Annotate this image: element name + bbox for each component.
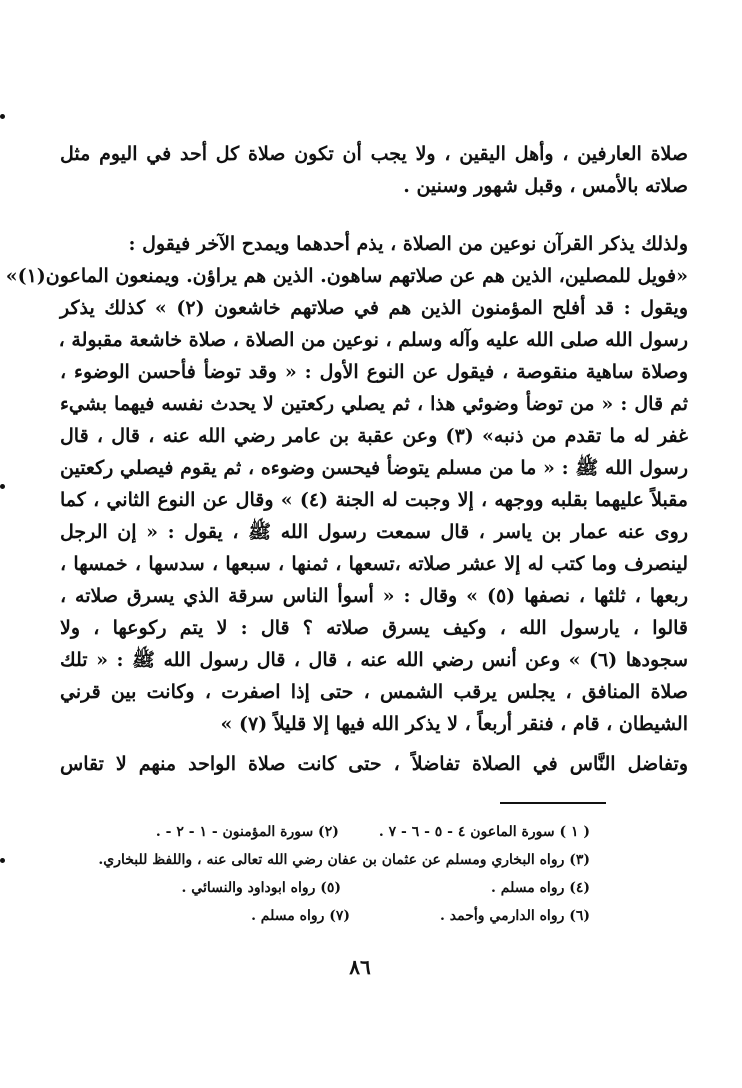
text-line: سجودها (٦) » وعن أنس رضي الله عنه ، قال ، قال رسول الله ﷺ : « تلك xyxy=(60,649,689,671)
paragraph-1 xyxy=(60,138,688,202)
footnote: ( ١ ) سورة الماعون ٤ - ٥ - ٦ - ٧ . xyxy=(378,824,590,840)
footnote: (٣) رواه البخاري ومسلم عن عثمان بن عفان رضي الله تعالى عنه ، واللفظ للبخاري. xyxy=(98,852,590,868)
text-line: روى عنه عمار بن ياسر ، قال سمعت رسول الله ﷺ ، يقول : « إن الرجل xyxy=(60,521,688,543)
text-line: وتفاضل النَّاس في الصلاة تفاضلاً ، حتى كانت صلاة الواحد منهم لا تقاس xyxy=(60,753,688,775)
text-line: مقبلاً عليهما بقلبه ووجهه ، إلا وجبت له الجنة (٤) » وقال عن النوع الثاني ، كما xyxy=(60,489,688,511)
text-line: ويقول : قد أفلح المؤمنون الذين هم في صلاتهم خاشعون (٢) » كذلك يذكر xyxy=(60,297,688,319)
footnote: (٤) رواه مسلم . xyxy=(491,880,590,896)
text-line: صلاة العارفين ، وأهل اليقين ، ولا يجب أن تكون صلاة كل أحد في اليوم مثل xyxy=(60,143,688,165)
page-number: ٨٦ xyxy=(349,955,371,979)
text-line: رسول الله صلى الله عليه وآله وسلم ، نوعين من الصلاة ، صلاة خاشعة مقبولة ، xyxy=(58,329,688,351)
text-line: ولذلك يذكر القرآن نوعين من الصلاة ، يذم أحدهما ويمدح الآخر فيقول : xyxy=(128,233,688,255)
margin-mark xyxy=(0,858,5,863)
footnote-divider xyxy=(500,802,606,804)
text-line: لينصرف وما كتب له إلا عشر صلاته ،تسعها ، ثمنها ، سبعها ، سدسها ، خمسها ، xyxy=(60,553,688,575)
footnote: (٦) رواه الدارمي وأحمد . xyxy=(440,908,590,924)
footnote: (٢) سورة المؤمنون - ١ - ٢ - . xyxy=(155,824,339,840)
text-line: صلاة المنافق ، يجلس يرقب الشمس ، حتى إذا اصفرت ، وكانت بين قرني xyxy=(60,681,688,703)
text-line: «فويل للمصلين، الذين هم عن صلاتهم ساهون. الذين هم يراؤن. ويمنعون الماعون(١)» xyxy=(5,265,688,287)
paragraph-2 xyxy=(5,228,689,740)
footnote-row xyxy=(100,846,590,874)
footnote-row xyxy=(100,818,590,846)
margin-mark xyxy=(0,484,5,489)
footnote: (٥) رواه ابوداود والنسائي . xyxy=(181,880,342,896)
footnotes xyxy=(100,818,590,930)
margin-mark xyxy=(0,114,5,119)
text-line: الشيطان ، قام ، فنقر أربعاً ، لا يذكر الله فيها إلا قليلاً (٧) » xyxy=(220,713,688,735)
text-line: صلاته بالأمس ، وقبل شهور وسنين . xyxy=(403,175,688,197)
text-line: قالوا ، يارسول الله ، وكيف يسرق صلاته ؟ قال : لا يتم ركوعها ، ولا xyxy=(60,617,688,639)
text-line: وصلاة ساهية منقوصة ، فيقول عن النوع الأول : « وقد توضأ فأحسن الوضوء ، xyxy=(60,361,688,383)
text-line: ربعها ، ثلثها ، نصفها (٥) » وقال : « أسوأ الناس سرقة الذي يسرق صلاته ، xyxy=(60,585,688,607)
footnote: (٧) رواه مسلم . xyxy=(251,908,351,924)
text-line: غفر له ما تقدم من ذنبه» (٣) وعن عقبة بن عامر رضي الله عنه ، قال ، قال xyxy=(60,425,688,447)
footnote-row xyxy=(100,902,590,930)
footnote-row xyxy=(100,874,590,902)
paragraph-3 xyxy=(60,748,688,780)
text-line: ثم قال : « من توضأ وضوئي هذا ، ثم يصلي ركعتين لا يحدث نفسه فيهما بشيء xyxy=(60,393,688,415)
text-line: رسول الله ﷺ : « ما من مسلم يتوضأ فيحسن وضوءه ، ثم يقوم فيصلي ركعتين xyxy=(60,457,688,479)
